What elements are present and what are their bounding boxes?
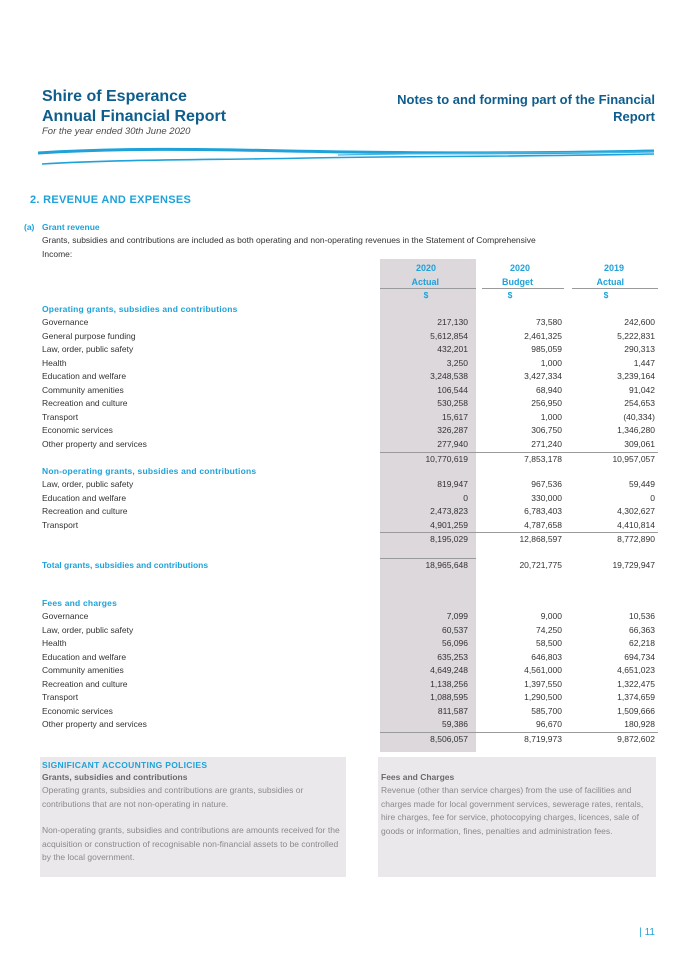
fees-total-2019-actual: 9,872,602 xyxy=(617,734,655,744)
table-row xyxy=(42,425,658,439)
operating-total-2020-budget: 7,853,178 xyxy=(524,454,562,464)
row-label: Other property and services xyxy=(42,438,147,449)
col-3-unit: $ xyxy=(603,290,609,300)
report-title: Annual Financial Report xyxy=(42,108,227,125)
table-row xyxy=(42,385,658,399)
value-2020-budget: 1,000 xyxy=(540,411,562,422)
value-2020-budget: 9,000 xyxy=(540,611,562,621)
value-2020-actual: 1,138,256 xyxy=(430,678,468,689)
col-1-type: Actual xyxy=(411,277,439,287)
table-row xyxy=(42,371,658,385)
value-2020-budget: 1,397,550 xyxy=(524,678,562,689)
non-operating-total-2019-actual: 8,772,890 xyxy=(617,534,655,544)
col-2-year: 2020 xyxy=(509,263,530,273)
table-row xyxy=(42,358,658,372)
value-2019-actual: 59,449 xyxy=(629,479,655,489)
value-2020-actual: 5,612,854 xyxy=(430,330,468,341)
value-2020-actual: 4,901,259 xyxy=(430,519,468,530)
table-row xyxy=(42,317,658,331)
non-operating-total-rule xyxy=(380,532,658,533)
row-label: Transport xyxy=(42,519,79,530)
table-row xyxy=(42,706,658,720)
value-2020-budget: 4,787,658 xyxy=(524,519,562,530)
notes-title: Notes to and forming part of the Financial Report xyxy=(397,92,655,124)
value-2020-actual: 326,287 xyxy=(437,425,468,435)
value-2019-actual: 1,346,280 xyxy=(617,425,655,435)
table-row xyxy=(42,479,658,493)
policies-right-subheading: Fees and Charges xyxy=(381,772,455,782)
table-row xyxy=(42,506,658,520)
value-2019-actual: 1,447 xyxy=(633,357,655,368)
value-2020-actual: 811,587 xyxy=(437,705,468,716)
value-2019-actual: 309,061 xyxy=(624,438,655,449)
header-wave-divider xyxy=(38,145,658,169)
value-2019-actual: 4,302,627 xyxy=(617,506,655,516)
row-label: Law, order, public safety xyxy=(42,624,134,635)
row-label: Education and welfare xyxy=(42,651,127,662)
value-2019-actual: 1,374,659 xyxy=(617,692,655,702)
col-2-type: Budget xyxy=(502,277,533,287)
col-1-unit: $ xyxy=(423,290,429,300)
value-2019-actual: 3,239,164 xyxy=(617,371,655,381)
value-2020-budget: 646,803 xyxy=(531,651,562,662)
value-2020-actual: 4,649,248 xyxy=(430,665,468,675)
row-label: Community amenities xyxy=(42,384,124,395)
table-row xyxy=(42,652,658,666)
operating-total-2019-actual: 10,957,057 xyxy=(612,454,655,464)
row-label: Recreation and culture xyxy=(42,678,128,689)
fees-total-rule xyxy=(380,732,658,733)
grand-total-2020-actual: 18,965,648 xyxy=(425,560,468,570)
value-2019-actual: 4,410,814 xyxy=(617,519,655,530)
value-2019-actual: 66,363 xyxy=(629,624,655,635)
value-2019-actual: 5,222,831 xyxy=(617,330,655,341)
grand-total-2019-actual: 19,729,947 xyxy=(612,560,655,570)
value-2020-budget: 73,580 xyxy=(536,317,562,327)
operating-total-2020-actual: 10,770,619 xyxy=(425,454,468,464)
fees-total-2020-actual: 8,506,057 xyxy=(430,734,468,744)
entity-name: Shire of Esperance xyxy=(42,88,187,105)
value-2019-actual: 10,536 xyxy=(629,611,655,621)
value-2019-actual: 694,734 xyxy=(624,651,655,662)
report-period: For the year ended 30th June 2020 xyxy=(42,126,191,137)
value-2020-budget: 3,427,334 xyxy=(524,371,562,381)
value-2019-actual: 1,509,666 xyxy=(617,705,655,716)
value-2020-actual: 432,201 xyxy=(437,344,468,354)
value-2020-budget: 2,461,325 xyxy=(524,330,562,341)
value-2019-actual: 242,600 xyxy=(624,317,655,327)
value-2020-budget: 330,000 xyxy=(531,492,562,503)
page-number: | 11 xyxy=(639,927,655,938)
row-label: Law, order, public safety xyxy=(42,479,134,489)
operating-total-rule xyxy=(380,452,658,453)
value-2020-actual: 277,940 xyxy=(437,438,468,449)
value-2019-actual: 4,651,023 xyxy=(617,665,655,675)
value-2020-actual: 0 xyxy=(463,492,468,503)
value-2020-actual: 819,947 xyxy=(437,479,468,489)
value-2020-budget: 256,950 xyxy=(531,398,562,408)
table-row xyxy=(42,625,658,639)
intro-text: Grants, subsidies and contributions are included as both operating and non-operating revenues in the Statement of Comprehensive Income: xyxy=(42,235,536,259)
subsection-label: (a) xyxy=(24,222,35,232)
value-2020-budget: 68,940 xyxy=(536,384,562,395)
value-2020-actual: 217,130 xyxy=(437,317,468,327)
table-row xyxy=(42,665,658,679)
value-2020-budget: 4,561,000 xyxy=(524,665,562,675)
table-row xyxy=(42,493,658,507)
row-label: Health xyxy=(42,357,67,368)
table-row xyxy=(42,439,658,453)
value-2020-actual: 635,253 xyxy=(437,651,468,662)
value-2020-budget: 271,240 xyxy=(531,438,562,449)
value-2020-budget: 58,500 xyxy=(536,638,562,648)
value-2020-actual: 60,537 xyxy=(442,624,468,635)
section-title: 2. REVENUE AND EXPENSES xyxy=(30,194,192,206)
table-row xyxy=(42,679,658,693)
table-row xyxy=(42,719,658,733)
row-label: Governance xyxy=(42,317,89,327)
table-row xyxy=(42,412,658,426)
value-2019-actual: 0 xyxy=(650,492,655,503)
policies-right-para: Revenue (other than service charges) from the use of facilities and charges made for local government services, sewerage rates, rentals, hire charges, fee for service, photocopying charges, licences, sale of goods or information, fines, penalties and administration fees. xyxy=(381,785,644,836)
policies-left-para-2: Non-operating grants, subsidies and contributions are amounts received for the acquisition or construction of recognisable non-financial assets to be controlled by the local government. xyxy=(42,825,340,862)
value-2020-actual: 106,544 xyxy=(437,384,468,395)
value-2020-actual: 2,473,823 xyxy=(430,506,468,516)
row-label: General purpose funding xyxy=(42,330,136,341)
col-2-header-rule xyxy=(482,288,564,289)
row-label: Governance xyxy=(42,611,89,621)
value-2020-actual: 3,250 xyxy=(446,357,468,368)
value-2020-actual: 7,099 xyxy=(446,611,468,621)
table-row xyxy=(42,331,658,345)
row-label: Transport xyxy=(42,692,79,702)
row-label: Transport xyxy=(42,411,79,422)
table-row xyxy=(42,611,658,625)
col-3-year: 2019 xyxy=(603,263,624,273)
value-2019-actual: 1,322,475 xyxy=(617,678,655,689)
fees-heading: Fees and charges xyxy=(42,598,118,608)
value-2020-budget: 1,000 xyxy=(540,357,562,368)
non-operating-total-2020-actual: 8,195,029 xyxy=(430,534,468,544)
row-label: Education and welfare xyxy=(42,371,127,381)
value-2020-actual: 3,248,538 xyxy=(430,371,468,381)
value-2019-actual: (40,334) xyxy=(623,411,655,422)
value-2020-actual: 59,386 xyxy=(442,719,468,729)
policies-heading: SIGNIFICANT ACCOUNTING POLICIES xyxy=(42,760,208,770)
value-2020-actual: 56,096 xyxy=(442,638,468,648)
value-2019-actual: 254,653 xyxy=(624,398,655,408)
non-operating-heading: Non-operating grants, subsidies and contributions xyxy=(42,466,257,476)
policies-left-subheading: Grants, subsidies and contributions xyxy=(42,772,188,782)
row-label: Education and welfare xyxy=(42,492,127,503)
value-2020-budget: 6,783,403 xyxy=(524,506,562,516)
row-label: Health xyxy=(42,638,67,648)
row-label: Other property and services xyxy=(42,719,147,729)
value-2020-budget: 967,536 xyxy=(531,479,562,489)
value-2020-actual: 530,258 xyxy=(437,398,468,408)
row-label: Economic services xyxy=(42,705,113,716)
value-2019-actual: 290,313 xyxy=(624,344,655,354)
value-2019-actual: 91,042 xyxy=(629,384,655,395)
value-2020-budget: 306,750 xyxy=(531,425,562,435)
non-operating-total-2020-budget: 12,868,597 xyxy=(519,534,562,544)
value-2020-budget: 985,059 xyxy=(531,344,562,354)
value-2019-actual: 62,218 xyxy=(629,638,655,648)
grand-total-rule xyxy=(380,558,476,559)
value-2020-budget: 1,290,500 xyxy=(524,692,562,702)
value-2020-budget: 585,700 xyxy=(531,705,562,716)
value-2019-actual: 180,928 xyxy=(624,719,655,729)
table-row xyxy=(42,692,658,706)
table-row xyxy=(42,398,658,412)
col-3-header-rule xyxy=(572,288,658,289)
col-2-unit: $ xyxy=(507,290,513,300)
policies-left-para-1: Operating grants, subsidies and contributions are grants, subsidies or contributions that are not non-operating in nature. xyxy=(42,785,304,809)
value-2020-actual: 15,617 xyxy=(442,411,468,422)
col-1-year: 2020 xyxy=(415,263,436,273)
subsection-title: Grant revenue xyxy=(42,222,100,232)
operating-heading: Operating grants, subsidies and contributions xyxy=(42,304,238,314)
table-row xyxy=(42,344,658,358)
table-row xyxy=(42,638,658,652)
row-label: Economic services xyxy=(42,425,113,435)
grand-total-label: Total grants, subsidies and contributions xyxy=(42,560,209,570)
table-row xyxy=(42,520,658,534)
value-2020-budget: 96,670 xyxy=(536,719,562,729)
row-label: Recreation and culture xyxy=(42,398,128,408)
row-label: Recreation and culture xyxy=(42,506,128,516)
grand-total-2020-budget: 20,721,775 xyxy=(519,560,562,570)
col-3-type: Actual xyxy=(596,277,624,287)
col-1-header-rule xyxy=(380,288,476,289)
row-label: Community amenities xyxy=(42,665,124,675)
value-2020-budget: 74,250 xyxy=(536,624,562,635)
fees-total-2020-budget: 8,719,973 xyxy=(524,734,562,744)
value-2020-actual: 1,088,595 xyxy=(430,692,468,702)
row-label: Law, order, public safety xyxy=(42,344,134,354)
